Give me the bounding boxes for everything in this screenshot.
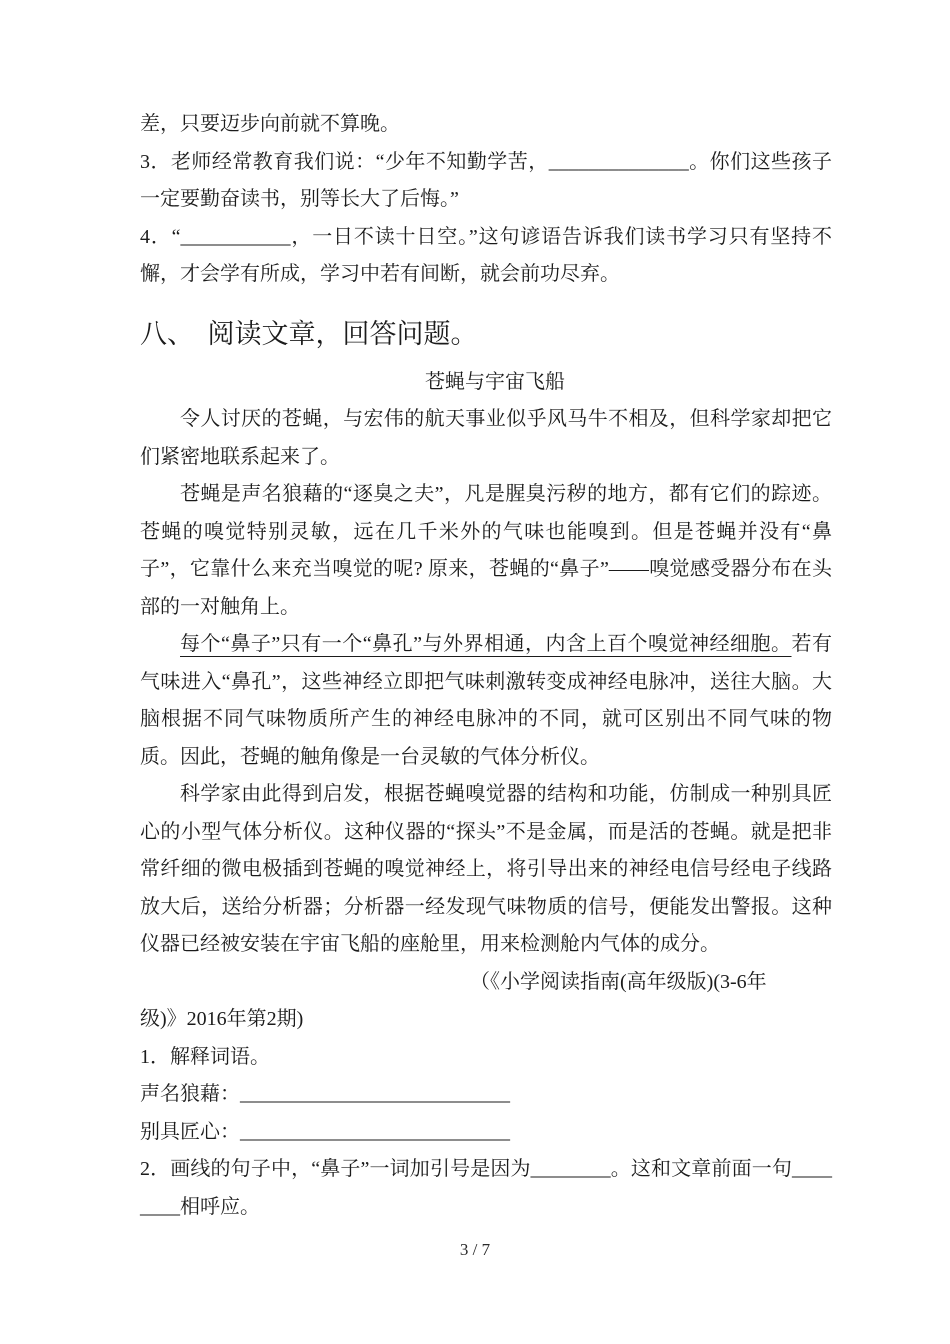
section-heading: 八、 阅读文章，回答问题。: [140, 318, 478, 349]
article-paragraph-3-rest: 若有气味进入“鼻孔”，这些神经立即把气味刺激转变成神经电脉冲，送往大脑。大脑根据不同气味物质所产生的神经电脉冲的不同，就可区别出不同气味的物质。因此，苍蝇的触角像是一台灵敏的气体分析仪。: [140, 633, 832, 768]
question-1: 1．解释词语。: [140, 1045, 270, 1068]
question-1-blank-b: 别具匠心：___________________________: [140, 1120, 510, 1143]
fill-blank-item-3: 3．老师经常教育我们说：“少年不知勤学苦，______________。你们这些孩子一定要勤奋读书，别等长大了后悔。”: [140, 150, 832, 210]
question-2: 2．画线的句子中，“鼻子”一词加引号是因为________。这和文章前面一句________相呼应。: [140, 1158, 832, 1218]
citation-line-1: （《小学阅读指南(高年级版)(3-6年: [470, 970, 767, 993]
citation-line-2: 级)》2016年第2期): [140, 1008, 304, 1030]
article-paragraph-3: [140, 626, 832, 776]
article-paragraph-4: 科学家由此得到启发，根据苍蝇嗅觉器的结构和功能，仿制成一种别具匠心的小型气体分析仪。这种仪器的“探头”不是金属，而是活的苍蝇。就是把非常纤细的微电极插到苍蝇的嗅觉神经上，将引导出来的神经电信号经电子线路放大后，送给分析器；分析器一经发现气味物质的信号，便能发出警报。这种仪器已经被安装在宇宙飞船的座舱里，用来检测舱内气体的成分。: [140, 783, 832, 955]
page-number: 3 / 7: [459, 1240, 491, 1259]
article-paragraph-1: 令人讨厌的苍蝇，与宏伟的航天事业似乎风马牛不相及，但科学家却把它们紧密地联系起来了。: [140, 408, 832, 468]
article-paragraph-2: 苍蝇是声名狼藉的“逐臭之夫”，凡是腥臭污秽的地方，都有它们的踪迹。苍蝇的嗅觉特别灵敏，远在几千米外的气味也能嗅到。但是苍蝇并没有“鼻子”，它靠什么来充当嗅觉的呢? 原来，苍蝇的“鼻子”——嗅觉感受器分布在头部的一对触角上。: [140, 483, 832, 618]
fill-blank-item-4: 4．“___________，一日不读十日空。”这句谚语告诉我们读书学习只有坚持不懈，才会学有所成，学习中若有间断，就会前功尽弃。: [140, 225, 832, 285]
document-content: [140, 106, 832, 1226]
fill-blank-item-continuation: 差，只要迈步向前就不算晚。: [140, 113, 400, 135]
underlined-sentence: 每个“鼻子”只有一个“鼻孔”与外界相通，内含上百个嗅觉神经细胞。: [180, 633, 792, 655]
article-title: 苍蝇与宇宙飞船: [425, 370, 565, 393]
question-1-blank-a: 声名狼藉：___________________________: [140, 1083, 510, 1105]
